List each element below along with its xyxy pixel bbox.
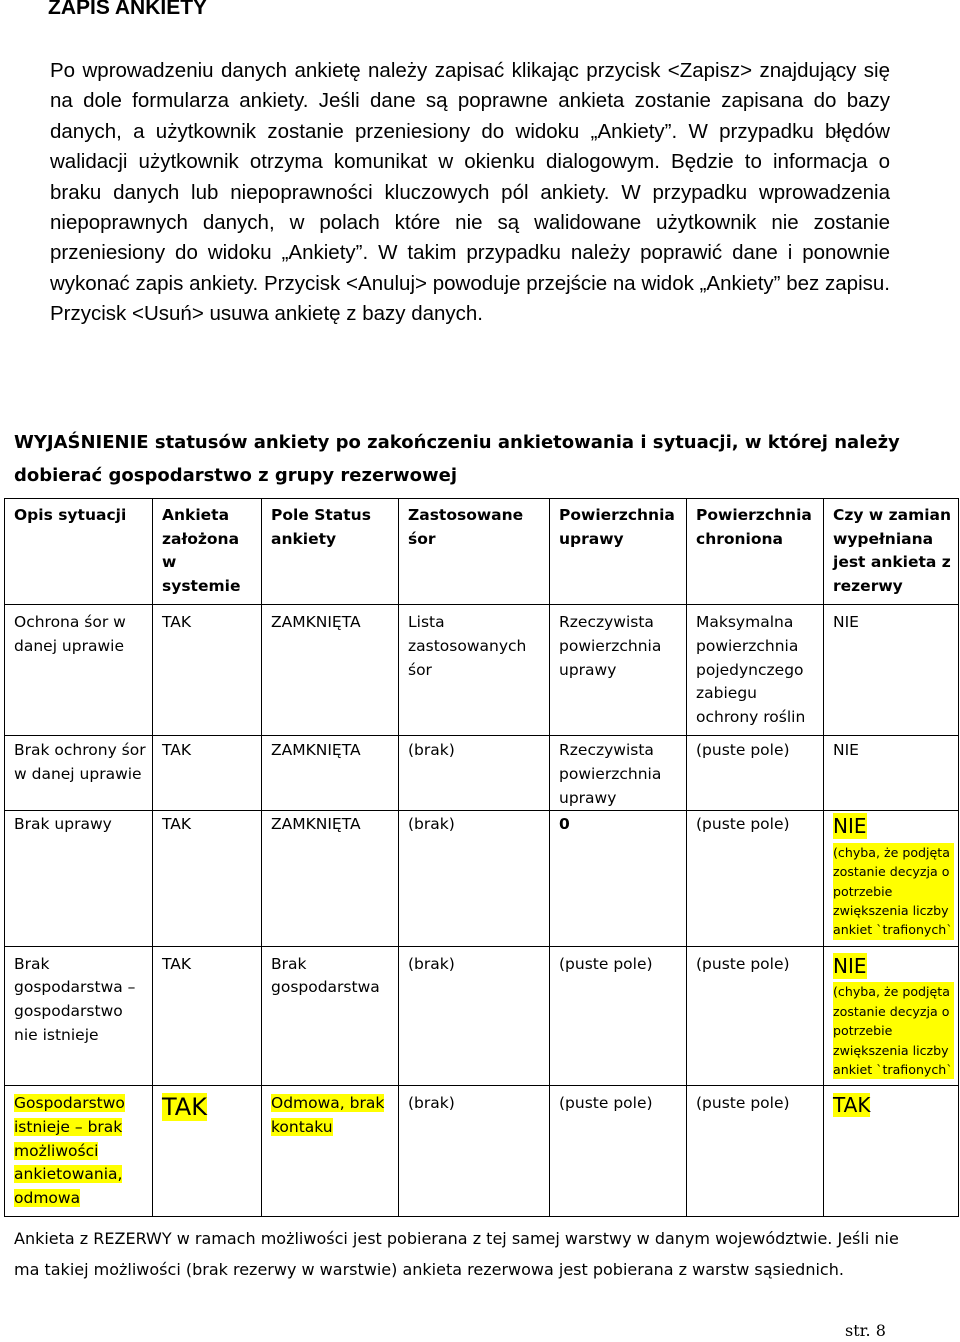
table-cell <box>824 1086 959 1217</box>
row-note: (chyba, że podjęta zostanie decyzja o potrzebie zwiększenia liczby ankiet `trafionych` <box>833 982 954 1079</box>
answer-badge: TAK <box>833 1093 871 1118</box>
value-zero: 0 <box>559 815 570 834</box>
table-row <box>5 811 959 947</box>
table-cell <box>5 1086 153 1217</box>
table-cell: (brak) <box>399 736 550 811</box>
table-cell: ZAMKNIĘTA <box>262 736 399 811</box>
highlighted-text: Gospodarstwo istnieje – brak możliwości ankietowania, odmowa <box>14 1094 125 1207</box>
table-row <box>5 946 959 1086</box>
answer-badge: NIE <box>833 953 867 978</box>
document-title: ZAPIS ANKIETY <box>48 0 208 19</box>
header-cell: Czy w zamian wypełniana jest ankieta z rezerwy <box>824 499 959 605</box>
table-cell: (brak) <box>399 1086 550 1217</box>
header-cell: Ankieta założona w systemie <box>153 499 262 605</box>
table-cell: Brak gospodarstwa – gospodarstwo nie istnieje <box>5 946 153 1086</box>
table-cell: Brak gospodarstwa <box>262 946 399 1086</box>
table-cell: TAK <box>153 946 262 1086</box>
header-cell: Pole Status ankiety <box>262 499 399 605</box>
highlighted-text: Odmowa, brak kontaku <box>271 1094 385 1136</box>
table-cell: (puste pole) <box>550 1086 687 1217</box>
table-header-row <box>5 499 959 605</box>
answer-badge: TAK <box>162 1093 207 1122</box>
table-row <box>5 605 959 736</box>
header-cell: Opis sytuacji <box>5 499 153 605</box>
table-cell: Maksymalna powierzchnia pojedynczego zabiegu ochrony roślin <box>687 605 824 736</box>
table-cell: Rzeczywista powierzchnia uprawy <box>550 605 687 736</box>
table-cell <box>153 1086 262 1217</box>
row-note: (chyba, że podjęta zostanie decyzja o potrzebie zwiększenia liczby ankiet `trafionych` <box>833 843 954 940</box>
table-cell: TAK <box>153 811 262 947</box>
table-cell: (brak) <box>399 946 550 1086</box>
table-cell: Rzeczywista powierzchnia uprawy <box>550 736 687 811</box>
footer-paragraph: Ankieta z REZERWY w ramach możliwości jest pobierana z tej samej warstwy w danym województwie. Jeśli nie ma takiej możliwości (brak rezerwy w warstwie) ankieta rezerwowa jest pobierana z warstw sąsiednich. <box>14 1229 899 1279</box>
table-cell: (brak) <box>399 811 550 947</box>
table-cell: NIE <box>824 736 959 811</box>
table-cell: TAK <box>153 736 262 811</box>
table-cell: (puste pole) <box>687 946 824 1086</box>
table-cell: NIE <box>824 605 959 736</box>
table-cell: TAK <box>153 605 262 736</box>
table-cell: Brak ochrony śor w danej uprawie <box>5 736 153 811</box>
table-cell: ZAMKNIĘTA <box>262 811 399 947</box>
status-table <box>4 498 959 1217</box>
page-number: str. 8 <box>845 1321 886 1340</box>
answer-badge: NIE <box>833 814 867 839</box>
table-cell <box>824 811 959 947</box>
table-cell <box>550 811 687 947</box>
table-cell <box>824 946 959 1086</box>
header-cell: Powierzchnia uprawy <box>550 499 687 605</box>
header-cell: Zastosowane śor <box>399 499 550 605</box>
table-cell: (puste pole) <box>687 1086 824 1217</box>
table-row <box>5 736 959 811</box>
section-heading: WYJAŚNIENIE statusów ankiety po zakończeniu ankietowania i sytuacji, w której należy dobierać gospodarstwo z grupy rezerwowej <box>14 432 900 486</box>
table-cell: ZAMKNIĘTA <box>262 605 399 736</box>
table-cell: (puste pole) <box>687 811 824 947</box>
table-cell: Ochrona śor w danej uprawie <box>5 605 153 736</box>
header-cell: Powierzchnia chroniona <box>687 499 824 605</box>
table-row <box>5 1086 959 1217</box>
table-cell <box>262 1086 399 1217</box>
table-cell: Brak uprawy <box>5 811 153 947</box>
intro-paragraph: Po wprowadzeniu danych ankietę należy zapisać klikając przycisk <Zapisz> znajdujący się na dole formularza ankiety. Jeśli dane są poprawne ankieta zostanie zapisana do bazy danych, a użytkownik zostanie przeniesiony do widoku „Ankiety”. W przypadku błędów walidacji użytkownik otrzyma komunikat w okienku dialogowym. Będzie to informacja o braku danych lub niepoprawności kluczowych pól ankiety. W przypadku wprowadzenia niepoprawnych danych, w polach które nie są walidowane użytkownik nie zostanie przeniesiony do widoku „Ankiety”. W takim przypadku należy poprawić dane i ponownie wykonać zapis ankiety. Przycisk <Anuluj> powoduje przejście na widok „Ankiety” bez zapisu. Przycisk <Usuń> usuwa ankietę z bazy danych. <box>50 59 890 326</box>
table-cell: (puste pole) <box>550 946 687 1086</box>
table-cell: Lista zastosowanych śor <box>399 605 550 736</box>
table-cell: (puste pole) <box>687 736 824 811</box>
